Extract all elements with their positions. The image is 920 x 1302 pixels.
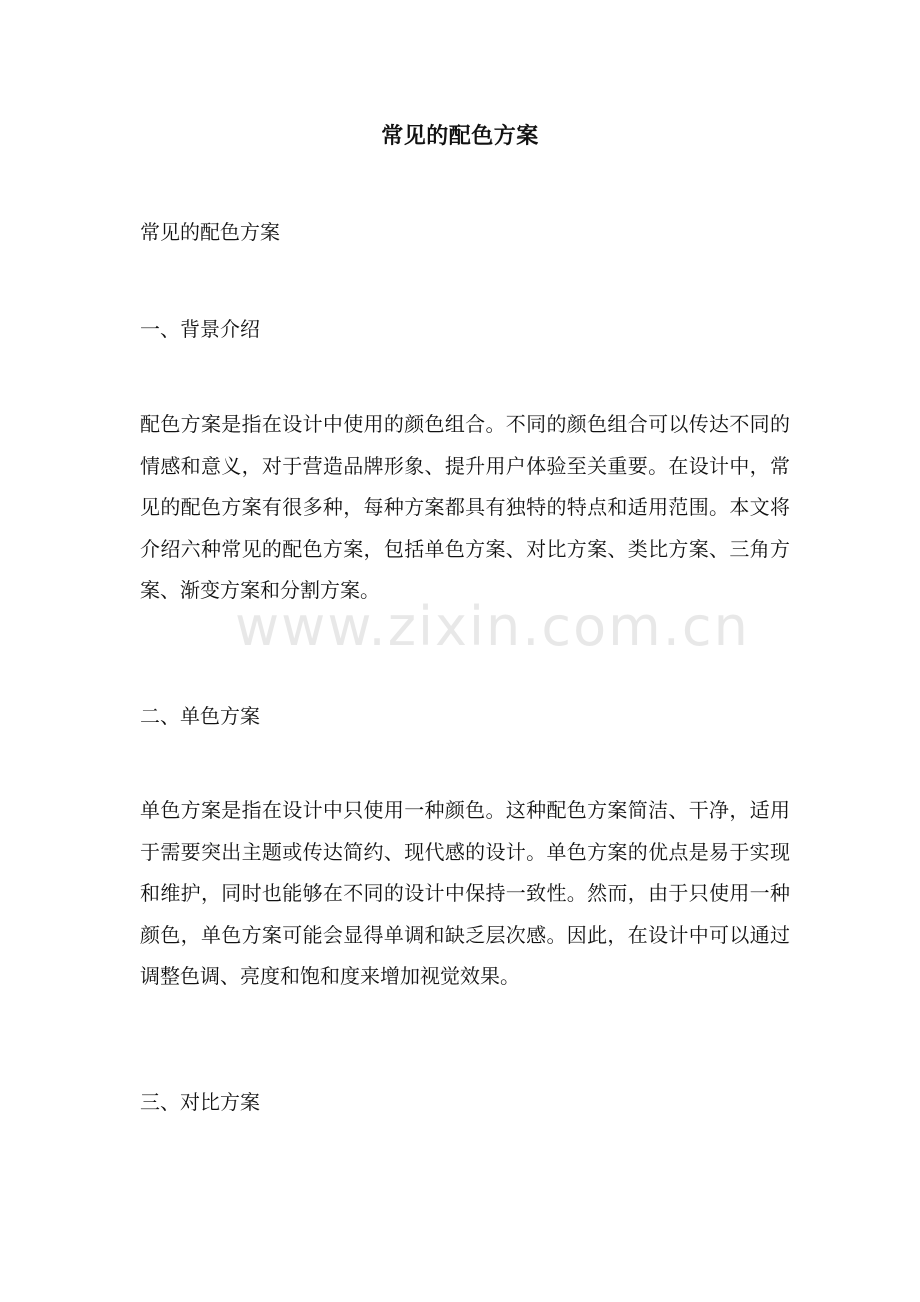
section-heading-background: 一、背景介绍 bbox=[140, 317, 260, 341]
section-heading-contrast: 三、对比方案 bbox=[140, 1090, 260, 1114]
section-heading-monochrome: 二、单色方案 bbox=[140, 704, 260, 728]
document-subtitle: 常见的配色方案 bbox=[140, 220, 280, 244]
section-body-background: 配色方案是指在设计中使用的颜色组合。不同的颜色组合可以传达不同的情感和意义，对于营造品牌形象、提升用户体验至关重要。在设计中，常见的配色方案有很多种，每种方案都具有独特的特点和适用范围。本文将介绍六种常见的配色方案，包括单色方案、对比方案、类比方案、三角方案、渐变方案和分割方案。 bbox=[140, 412, 790, 602]
document-title: 常见的配色方案 bbox=[381, 123, 539, 149]
section-body-monochrome: 单色方案是指在设计中只使用一种颜色。这种配色方案简洁、干净，适用于需要突出主题或传达简约、现代感的设计。单色方案的优点是易于实现和维护，同时也能够在不同的设计中保持一致性。然而，由于只使用一种颜色，单色方案可能会显得单调和缺乏层次感。因此，在设计中可以通过调整色调、亮度和饱和度来增加视觉效果。 bbox=[140, 798, 790, 988]
watermark: www.zixin.com.cn bbox=[235, 595, 750, 658]
